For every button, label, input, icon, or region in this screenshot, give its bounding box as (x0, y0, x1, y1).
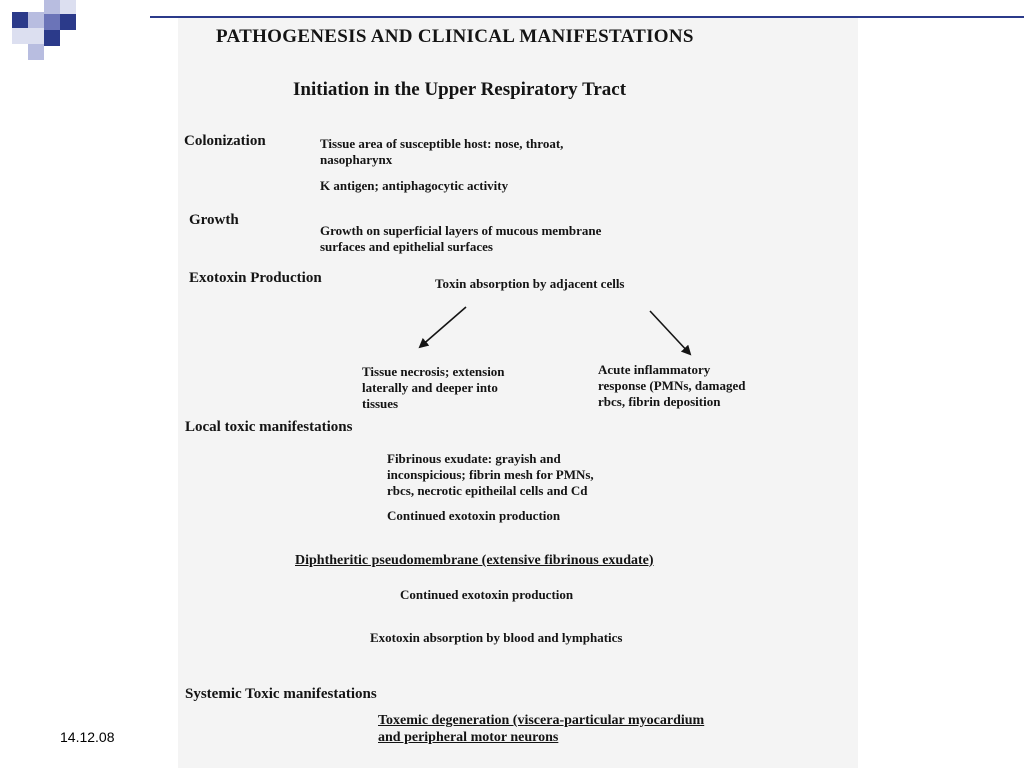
text-line: and peripheral motor neurons (378, 730, 559, 745)
local-exudate (387, 451, 594, 499)
text-line: Tissue necrosis; extension (362, 364, 505, 379)
section-growth-label: Growth (189, 212, 239, 228)
text-line: Toxemic degeneration (viscera-particular myocardium (378, 713, 705, 728)
local-blood-absorption (370, 630, 622, 646)
local-continued-2 (400, 587, 573, 603)
text-line: rbcs, necrotic epitheilal cells and Cd (387, 483, 588, 498)
text-line: Fibrinous exudate: grayish and (387, 451, 561, 466)
text-line: Acute inflammatory (598, 362, 711, 377)
text-line: Toxin absorption by adjacent cells (435, 276, 625, 291)
text-line: response (PMNs, damaged (598, 378, 746, 393)
text-line: Continued exotoxin production (387, 508, 561, 523)
text-line: surfaces and epithelial surfaces (320, 239, 493, 254)
branch-tissue-necrosis (362, 364, 505, 412)
text-line: nasopharynx (320, 152, 393, 167)
page-title: PATHOGENESIS AND CLINICAL MANIFESTATIONS (216, 26, 694, 47)
slide-date: 14.12.08 (60, 729, 115, 745)
text-line: inconspicious; fibrin mesh for PMNs, (387, 467, 594, 482)
text-line: Tissue area of susceptible host: nose, throat, (320, 136, 564, 151)
arrow-left (420, 307, 466, 347)
branch-inflammatory-response (598, 362, 745, 410)
section-exotoxin-label: Exotoxin Production (189, 270, 322, 286)
local-continued-1 (387, 508, 560, 524)
text-line: tissues (362, 396, 399, 411)
systemic-toxemic (378, 712, 704, 746)
text-line: Continued exotoxin production (400, 587, 574, 602)
page-subtitle: Initiation in the Upper Respiratory Tract (293, 79, 627, 100)
text-line: rbcs, fibrin deposition (598, 394, 721, 409)
pseudomembrane-heading: Diphtheritic pseudomembrane (extensive fibrinous exudate) (295, 553, 654, 568)
text-line: K antigen; antiphagocytic activity (320, 178, 509, 193)
text-line: Growth on superficial layers of mucous membrane (320, 223, 602, 238)
section-colonization-label: Colonization (184, 133, 266, 149)
arrow-right (650, 311, 690, 354)
text-line: laterally and deeper into (362, 380, 498, 395)
section-systemic-label: Systemic Toxic manifestations (185, 686, 377, 702)
text-line: Exotoxin absorption by blood and lymphatics (370, 630, 623, 645)
section-local-label: Local toxic manifestations (185, 419, 353, 435)
